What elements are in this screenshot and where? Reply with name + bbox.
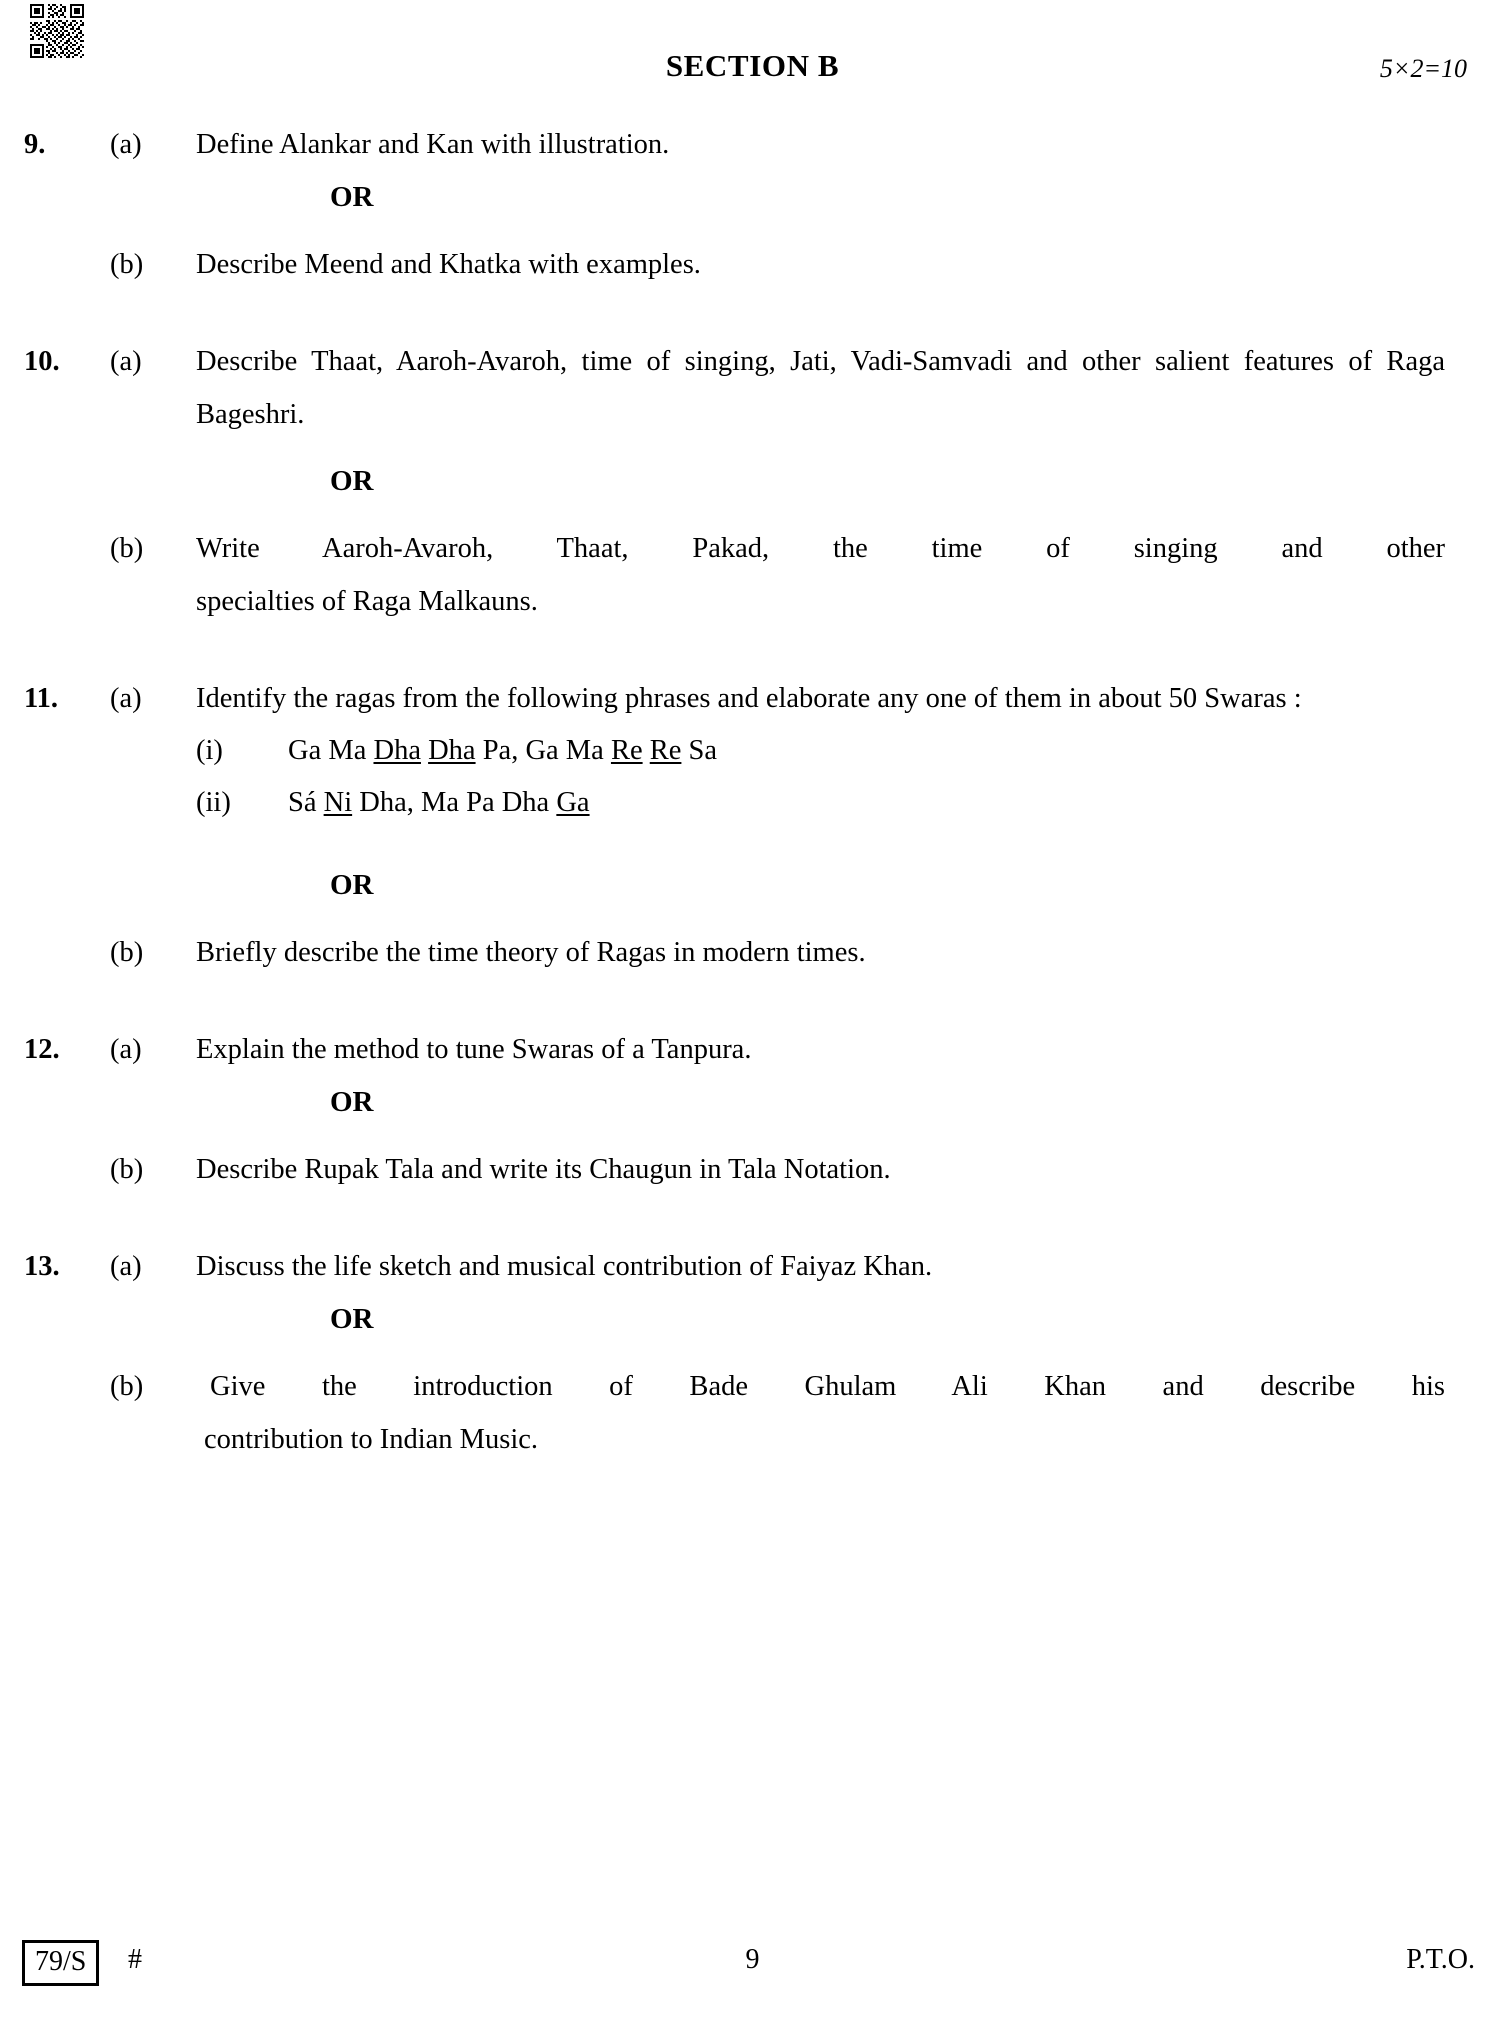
- question-13b: [0, 1360, 1505, 1466]
- spacer: [0, 912, 1505, 926]
- marks-note: 5×2=10: [1379, 54, 1467, 83]
- question-12a-letter: (a): [110, 1034, 142, 1065]
- question-9a-letter: (a): [110, 129, 142, 160]
- swara-seg: [643, 735, 650, 766]
- question-10b-text: [196, 522, 1445, 628]
- question-11-number: 11.: [24, 683, 59, 714]
- spacer: [0, 829, 1505, 859]
- question-12a-text: Explain the method to tune Swaras of a Tanpura.: [196, 1034, 752, 1065]
- spacer: [0, 441, 1505, 455]
- question-12b-text: Describe Rupak Tala and write its Chaugun in Tala Notation.: [196, 1154, 891, 1185]
- page-footer: [0, 1940, 1505, 1992]
- spacer: [0, 508, 1505, 522]
- question-12-number: 12.: [24, 1034, 60, 1065]
- question-13b-line-1: Give the introduction of Bade Ghulam Ali Khan and describe his: [210, 1371, 1445, 1402]
- question-13b-line-2: contribution to Indian Music.: [204, 1424, 539, 1455]
- question-10b: [0, 522, 1505, 628]
- page-number: 9: [745, 1944, 760, 1975]
- question-9-or: OR: [330, 181, 374, 213]
- swara-komal-dha-1: Dha: [373, 735, 421, 766]
- question-9a: [0, 118, 1505, 171]
- question-11: [0, 672, 1505, 979]
- spacer: [0, 628, 1505, 672]
- question-11-or: OR: [330, 869, 374, 901]
- question-13a: [0, 1240, 1505, 1293]
- swara-seg: Sa: [681, 735, 718, 766]
- question-11-subitem-i: [0, 725, 1505, 777]
- spacer: [0, 291, 1505, 335]
- paper-code-box: 79/S: [22, 1940, 99, 1986]
- swara-seg: Ga Ma: [288, 735, 374, 766]
- question-11a-letter: (a): [110, 683, 142, 714]
- swara-seg: Pa, Ga Ma: [475, 735, 611, 766]
- spacer: [0, 979, 1505, 1023]
- question-10a: [0, 335, 1505, 441]
- question-11a: [0, 672, 1505, 725]
- swara-seg: Dha, Ma Pa Dha: [352, 787, 557, 818]
- question-11b-letter: (b): [110, 937, 144, 968]
- question-9b: [0, 238, 1505, 291]
- question-13b-text: [196, 1360, 1445, 1466]
- question-13-number: 13.: [24, 1251, 60, 1282]
- hash-mark: #: [128, 1944, 142, 1975]
- spacer: [0, 224, 1505, 238]
- section-heading: SECTION B: [665, 48, 840, 83]
- question-10-or: OR: [330, 465, 374, 497]
- swara-komal-dha-2: Dha: [428, 735, 476, 766]
- question-9-number: 9.: [24, 129, 46, 160]
- swara-taar-sa: Sá: [288, 787, 324, 818]
- pto-label: P.T.O.: [1406, 1944, 1475, 1975]
- question-12a: [0, 1023, 1505, 1076]
- question-10-number: 10.: [24, 346, 60, 377]
- question-10b-letter: (b): [110, 533, 144, 564]
- question-12b: [0, 1143, 1505, 1196]
- question-13a-text: Discuss the life sketch and musical contribution of Faiyaz Khan.: [196, 1251, 933, 1282]
- subitem-i-label: (i): [196, 735, 223, 766]
- subitem-ii-text: [288, 787, 590, 818]
- question-11b-text: Briefly describe the time theory of Ragas in modern times.: [196, 937, 866, 968]
- question-12: [0, 1023, 1505, 1196]
- question-9b-letter: (b): [110, 249, 144, 280]
- question-11a-text: Identify the ragas from the following phrases and elaborate any one of them in about 50 Swaras :: [196, 683, 1302, 714]
- page-header: [0, 48, 1505, 92]
- swara-komal-ga: Ga: [556, 787, 590, 818]
- swara-komal-re-2: Re: [649, 735, 682, 766]
- spacer: [0, 1346, 1505, 1360]
- question-10b-line-1: Write Aaroh-Avaroh, Thaat, Pakad, the time of singing and other: [196, 533, 1445, 564]
- swara-komal-ni: Ni: [323, 787, 353, 818]
- subitem-i-text: [288, 735, 717, 766]
- question-10b-line-2: specialties of Raga Malkauns.: [196, 586, 538, 617]
- spacer: [0, 1129, 1505, 1143]
- subitem-ii-label: (ii): [196, 787, 231, 818]
- question-13b-letter: (b): [110, 1371, 144, 1402]
- question-13a-letter: (a): [110, 1251, 142, 1282]
- question-10a-letter: (a): [110, 346, 142, 377]
- questions-container: [0, 118, 1505, 1466]
- question-11-subitem-ii: [0, 777, 1505, 829]
- question-9a-text: Define Alankar and Kan with illustration.: [196, 129, 670, 160]
- question-10: [0, 335, 1505, 628]
- question-10a-text: Describe Thaat, Aaroh-Avaroh, time of singing, Jati, Vadi-Samvadi and other salient features of Raga Bageshri.: [196, 346, 1445, 430]
- question-9: [0, 118, 1505, 291]
- spacer: [0, 1196, 1505, 1240]
- question-13: [0, 1240, 1505, 1466]
- question-12b-letter: (b): [110, 1154, 144, 1185]
- question-9b-text: Describe Meend and Khatka with examples.: [196, 249, 701, 280]
- question-11b: [0, 926, 1505, 979]
- question-12-or: OR: [330, 1086, 374, 1118]
- question-13-or: OR: [330, 1303, 374, 1335]
- swara-komal-re-1: Re: [610, 735, 643, 766]
